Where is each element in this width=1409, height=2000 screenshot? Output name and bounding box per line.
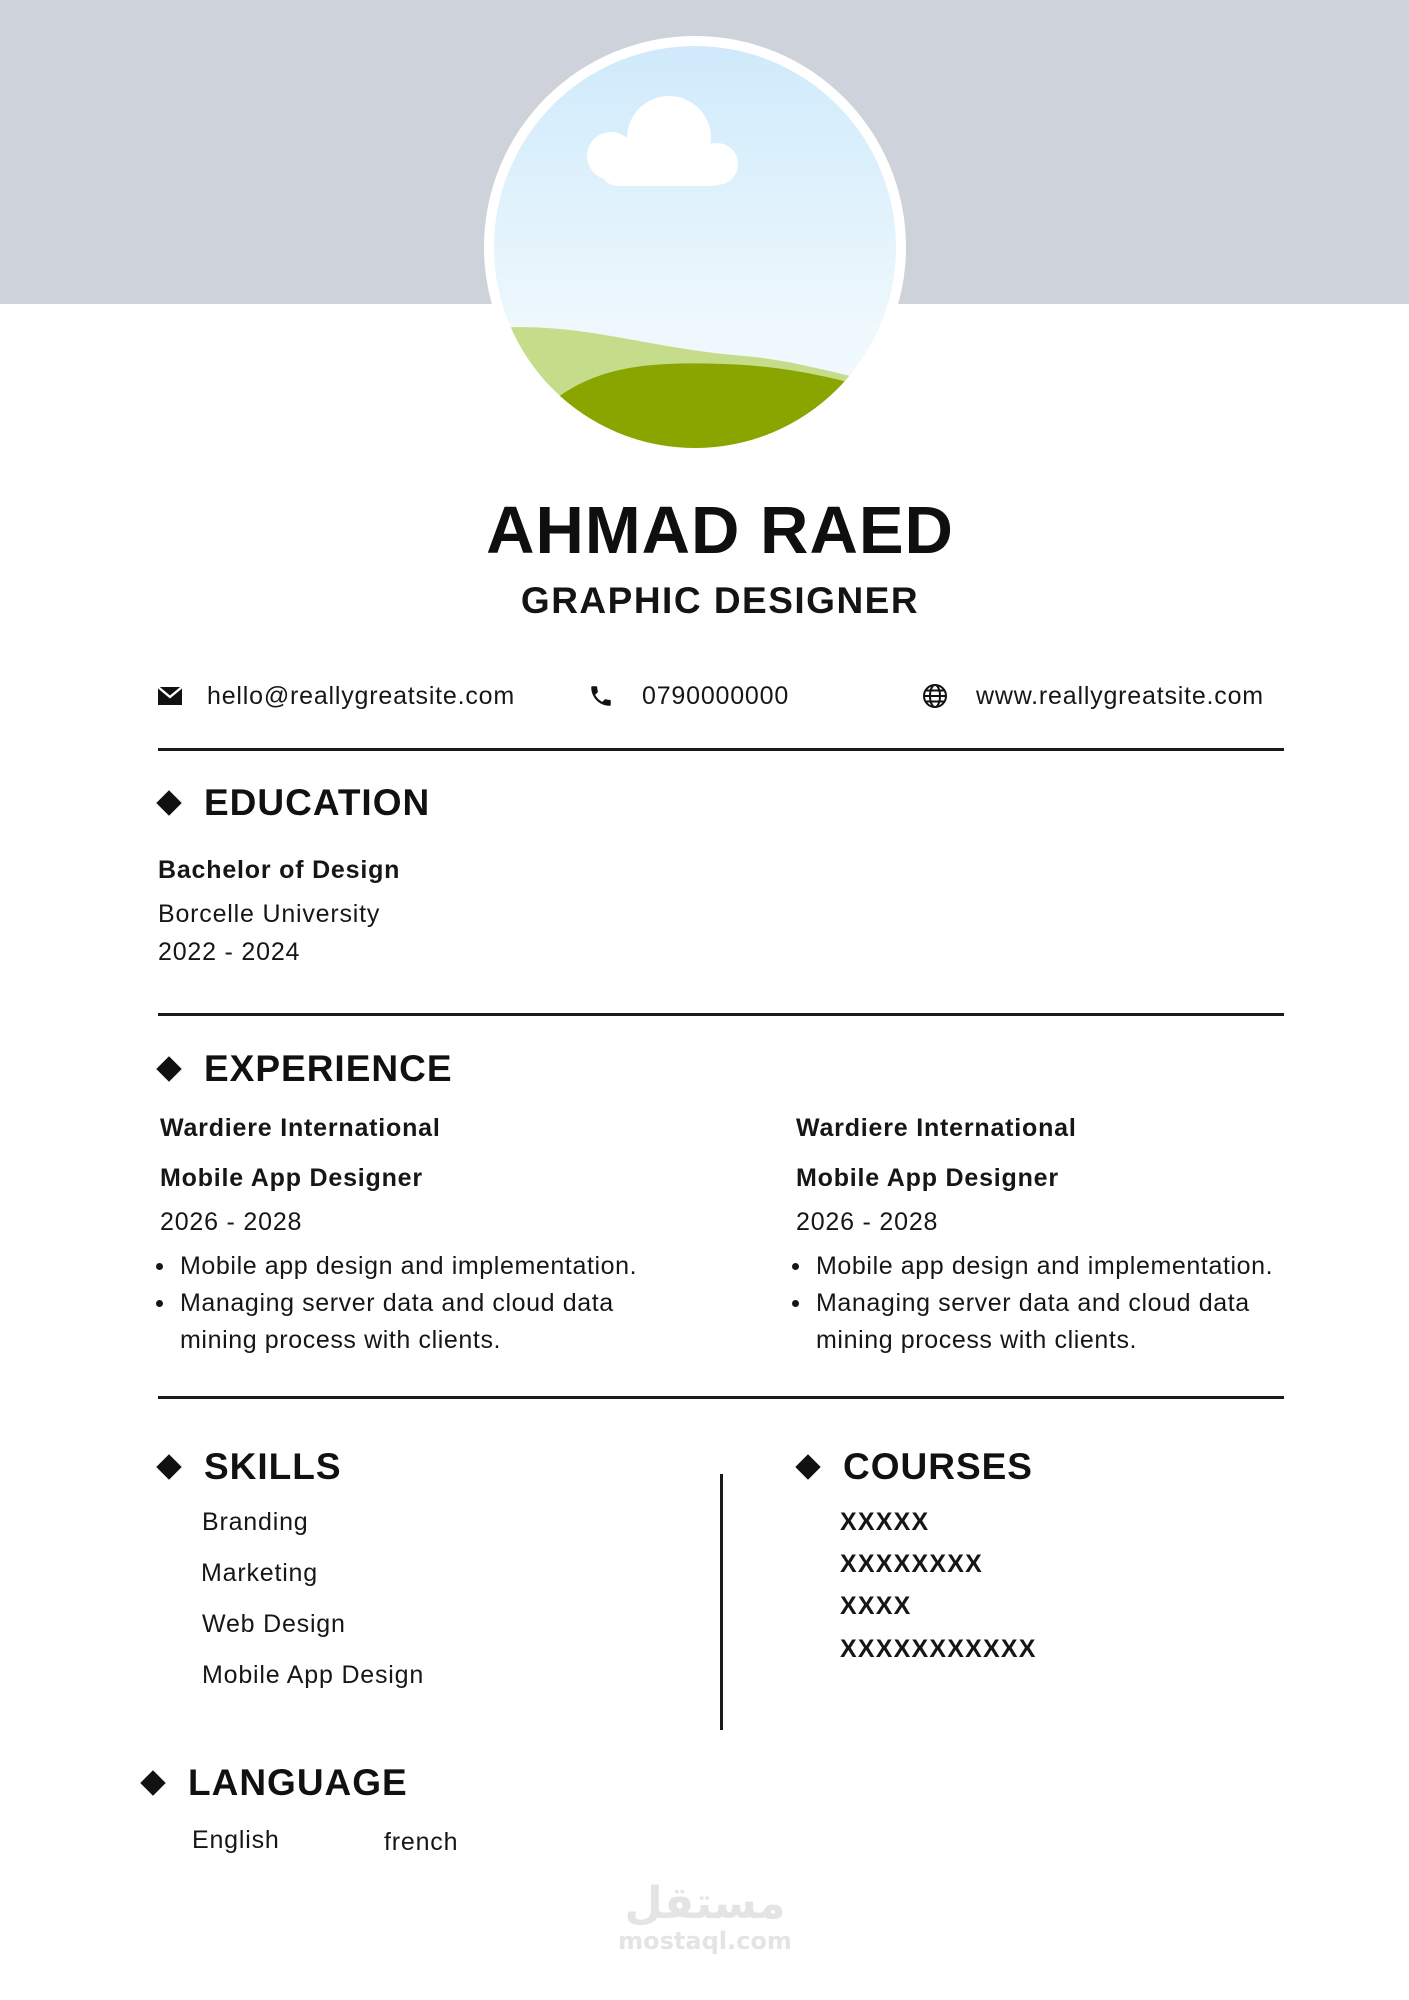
envelope-icon (155, 681, 185, 711)
language-item: french (384, 1828, 459, 1856)
job-years: 2026 - 2028 (160, 1208, 303, 1236)
job-bullet: Managing server data and cloud data mining process with clients. (792, 1285, 1302, 1359)
bullet-dot-icon (792, 1300, 799, 1307)
course-item: XXXXXXXXXXX (840, 1635, 1037, 1663)
divider (158, 1396, 1284, 1399)
full-name: AHMAD RAED (486, 493, 954, 568)
diamond-bullet-icon (156, 1454, 181, 1479)
job-bullet: Mobile app design and implementation. (792, 1248, 1312, 1285)
divider (158, 1013, 1284, 1016)
landscape-placeholder-image (494, 46, 896, 448)
job-title: GRAPHIC DESIGNER (520, 580, 920, 621)
education-school: Borcelle University (158, 900, 381, 928)
website-text[interactable]: www.reallygreatsite.com (976, 681, 1264, 710)
courses-heading: COURSES (797, 1446, 1033, 1488)
job-company: Wardiere International (160, 1114, 441, 1142)
experience-heading: EXPERIENCE (158, 1048, 453, 1090)
job-role: Mobile App Designer (160, 1164, 423, 1192)
diamond-bullet-icon (795, 1454, 820, 1479)
job-company: Wardiere International (796, 1114, 1077, 1142)
contact-email (155, 680, 515, 712)
job-role: Mobile App Designer (796, 1164, 1059, 1192)
watermark-arabic: مستقل (624, 1878, 786, 1929)
education-years: 2022 - 2024 (158, 938, 301, 966)
phone-icon (586, 681, 616, 711)
skill-item: Marketing (201, 1559, 318, 1587)
diamond-bullet-icon (140, 1770, 165, 1795)
watermark-latin: mostaql.com (618, 1927, 792, 1955)
bullet-dot-icon (792, 1263, 799, 1270)
diamond-bullet-icon (156, 1056, 181, 1081)
watermark-logo (600, 1880, 810, 1954)
education-heading: EDUCATION (158, 782, 430, 824)
job-bullet: Mobile app design and implementation. (156, 1248, 676, 1285)
profile-photo (484, 36, 906, 458)
diamond-bullet-icon (156, 790, 181, 815)
bullet-dot-icon (156, 1300, 163, 1307)
education-degree: Bachelor of Design (158, 856, 401, 884)
divider (158, 748, 1284, 751)
skill-item: Web Design (202, 1610, 346, 1638)
skill-item: Mobile App Design (202, 1661, 425, 1689)
contact-website (920, 680, 1264, 712)
course-item: XXXXXXXX (840, 1550, 983, 1578)
language-heading: LANGUAGE (142, 1762, 408, 1804)
course-item: XXXXX (840, 1508, 930, 1536)
skill-item: Branding (202, 1508, 309, 1536)
contact-phone (586, 680, 789, 712)
language-item: English (192, 1826, 280, 1854)
column-divider (720, 1474, 723, 1730)
phone-text[interactable]: 0790000000 (642, 681, 790, 710)
job-bullet: Managing server data and cloud data mining process with clients. (156, 1285, 666, 1359)
email-text[interactable]: hello@reallygreatsite.com (207, 681, 516, 710)
course-item: XXXX (840, 1592, 912, 1620)
skills-heading: SKILLS (158, 1446, 342, 1488)
globe-icon (920, 681, 950, 711)
bullet-dot-icon (156, 1263, 163, 1270)
job-years: 2026 - 2028 (796, 1208, 939, 1236)
